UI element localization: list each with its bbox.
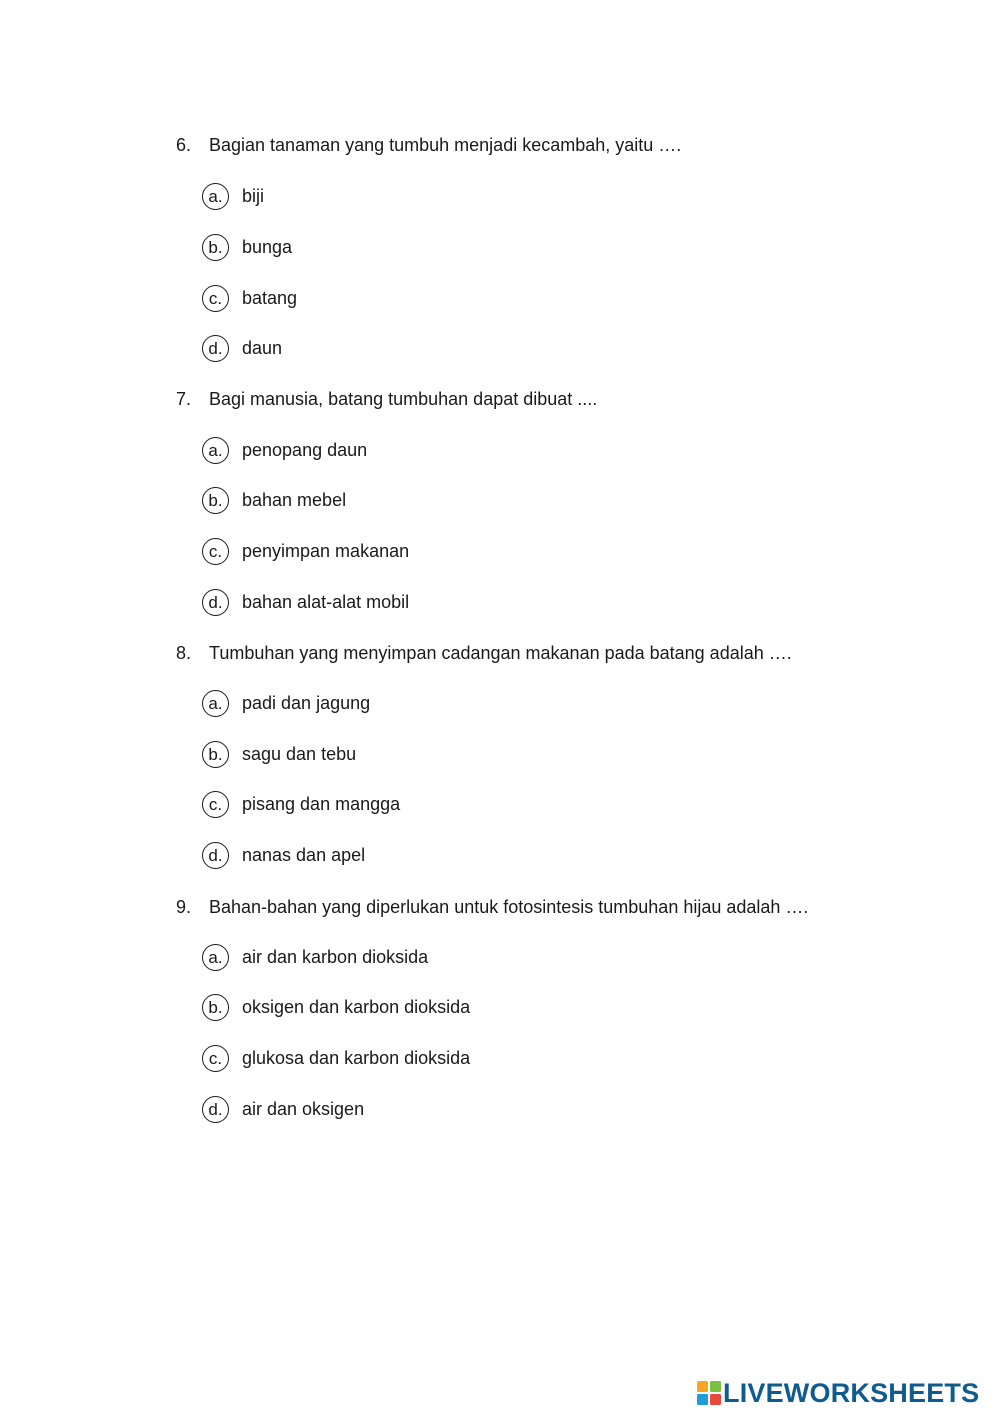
answer-circle[interactable]: d. <box>202 335 229 362</box>
option-text: nanas dan apel <box>242 845 366 865</box>
option-text: biji <box>242 186 265 206</box>
answer-circle[interactable]: c. <box>202 1045 229 1072</box>
liveworksheets-brand <box>697 1377 979 1409</box>
answer-circle[interactable]: c. <box>202 285 229 312</box>
question-number: 8. <box>176 643 192 663</box>
option-text: daun <box>242 338 283 358</box>
option-text: oksigen dan karbon dioksida <box>242 997 471 1017</box>
answer-circle[interactable]: b. <box>202 234 229 261</box>
option-text: pisang dan mangga <box>242 794 401 814</box>
question-text: Bagian tanaman yang tumbuh menjadi kecambah, yaitu …. <box>209 135 682 155</box>
answer-circle[interactable]: b. <box>202 994 229 1021</box>
question-text: Tumbuhan yang menyimpan cadangan makanan pada batang adalah …. <box>209 643 792 663</box>
answer-circle[interactable]: b. <box>202 487 229 514</box>
answer-circle[interactable]: a. <box>202 437 229 464</box>
question-text: Bahan-bahan yang diperlukan untuk fotosintesis tumbuhan hijau adalah …. <box>209 897 809 917</box>
answer-circle[interactable]: d. <box>202 1096 229 1123</box>
answer-circle[interactable]: b. <box>202 741 229 768</box>
answer-circle[interactable]: d. <box>202 589 229 616</box>
option-text: batang <box>242 288 298 308</box>
answer-circle[interactable]: d. <box>202 842 229 869</box>
answer-circle[interactable]: c. <box>202 791 229 818</box>
question-number: 7. <box>176 389 192 409</box>
answer-circle[interactable]: a. <box>202 690 229 717</box>
option-text: sagu dan tebu <box>242 744 357 764</box>
question-number: 9. <box>176 897 192 917</box>
option-text: penopang daun <box>242 440 368 460</box>
answer-circle[interactable]: c. <box>202 538 229 565</box>
question-text: Bagi manusia, batang tumbuhan dapat dibuat .... <box>209 389 598 409</box>
option-text: air dan oksigen <box>242 1099 365 1119</box>
option-text: padi dan jagung <box>242 693 371 713</box>
option-text: glukosa dan karbon dioksida <box>242 1048 471 1068</box>
answer-circle[interactable]: a. <box>202 183 229 210</box>
brand-name: LIVEWORKSHEETS <box>723 1377 980 1408</box>
liveworksheets-logo-icon <box>697 1381 721 1405</box>
option-text: bahan alat-alat mobil <box>242 592 410 612</box>
answer-circle[interactable]: a. <box>202 944 229 971</box>
question-number: 6. <box>176 135 192 155</box>
option-text: bunga <box>242 237 293 257</box>
option-text: air dan karbon dioksida <box>242 947 429 967</box>
option-text: bahan mebel <box>242 490 347 510</box>
option-text: penyimpan makanan <box>242 541 410 561</box>
